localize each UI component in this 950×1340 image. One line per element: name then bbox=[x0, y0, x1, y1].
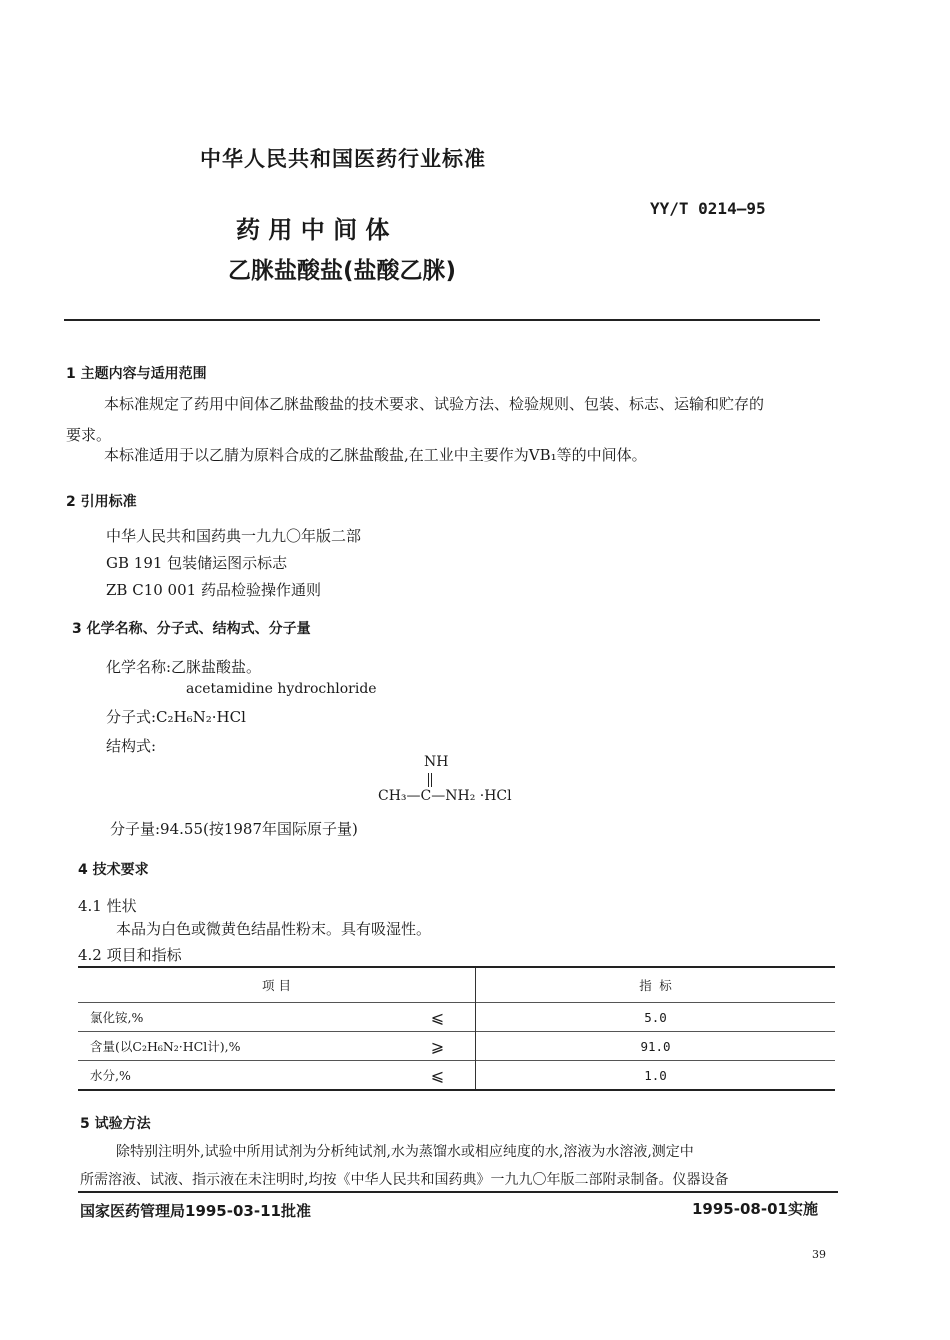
chemical-name: 化学名称:乙脒盐酸盐。 bbox=[106, 658, 262, 676]
reference-item: ZB C10 001 药品检验操作通则 bbox=[106, 581, 321, 599]
table-row bbox=[78, 1003, 835, 1032]
title-line-1: 药 用 中 间 体 bbox=[236, 216, 390, 244]
section-3-heading: 3 化学名称、分子式、结构式、分子量 bbox=[72, 621, 311, 637]
section-5-heading: 5 试验方法 bbox=[80, 1116, 151, 1132]
column-header-index: 指 标 bbox=[476, 967, 836, 1003]
standard-category: 中华人民共和国医药行业标准 bbox=[200, 147, 486, 171]
title-line-2: 乙脒盐酸盐(盐酸乙脒) bbox=[228, 258, 457, 284]
row-item: 氯化铵,% bbox=[78, 1003, 400, 1032]
double-bond-line bbox=[431, 773, 432, 787]
section-4-heading: 4 技术要求 bbox=[78, 862, 149, 878]
section-4-1-heading: 4.1 性状 bbox=[78, 897, 137, 915]
row-value: 91.0 bbox=[476, 1032, 836, 1061]
section-5-line1: 除特别注明外,试验中所用试剂为分析纯试剂,水为蒸馏水或相应纯度的水,溶液为水溶液,测定中 bbox=[116, 1144, 694, 1160]
row-value: 5.0 bbox=[476, 1003, 836, 1032]
row-operator: ⩽ bbox=[400, 1003, 476, 1032]
table-row bbox=[78, 1061, 835, 1091]
standard-code: YY/T 0214—95 bbox=[650, 199, 766, 218]
structure-chain: CH₃—C—NH₂ ·HCl bbox=[378, 788, 512, 804]
column-header-item: 项 目 bbox=[78, 967, 476, 1003]
double-bond-line bbox=[428, 773, 429, 787]
table-header-row bbox=[78, 967, 835, 1003]
structure-label: 结构式: bbox=[106, 737, 157, 755]
footer-divider bbox=[78, 1191, 838, 1193]
section-1-p1-line2: 要求。 bbox=[66, 426, 112, 444]
reference-item: 中华人民共和国药典一九九〇年版二部 bbox=[106, 527, 362, 545]
row-operator: ⩾ bbox=[400, 1032, 476, 1061]
approval-date: 国家医药管理局1995-03-11批准 bbox=[80, 1202, 311, 1220]
row-value: 1.0 bbox=[476, 1061, 836, 1091]
section-4-1-text: 本品为白色或微黄色结晶性粉末。具有吸湿性。 bbox=[116, 920, 432, 938]
section-5-line2: 所需溶液、试液、指示液在未注明时,均按《中华人民共和国药典》一九九〇年版二部附录制备。仪器设备 bbox=[80, 1172, 729, 1188]
structure-nh: NH bbox=[424, 754, 449, 770]
header-divider bbox=[64, 319, 820, 321]
english-name: acetamidine hydrochloride bbox=[186, 681, 377, 697]
row-item: 含量(以C₂H₆N₂·HCl计),% bbox=[78, 1032, 400, 1061]
reference-item: GB 191 包装储运图示标志 bbox=[106, 554, 288, 572]
section-1-p1-line1: 本标准规定了药用中间体乙脒盐酸盐的技术要求、试验方法、检验规则、包装、标志、运输和贮存的 bbox=[104, 395, 765, 413]
section-2-heading: 2 引用标准 bbox=[66, 494, 137, 510]
molecular-weight: 分子量:94.55(按1987年国际原子量) bbox=[110, 820, 358, 838]
table-row bbox=[78, 1032, 835, 1061]
specification-table bbox=[78, 966, 835, 1091]
section-1-heading: 1 主题内容与适用范围 bbox=[66, 366, 207, 382]
implementation-date: 1995-08-01实施 bbox=[692, 1200, 818, 1218]
section-1-p2: 本标准适用于以乙腈为原料合成的乙脒盐酸盐,在工业中主要作为VB₁等的中间体。 bbox=[104, 446, 647, 464]
row-item: 水分,% bbox=[78, 1061, 400, 1091]
row-operator: ⩽ bbox=[400, 1061, 476, 1091]
page-number: 39 bbox=[812, 1248, 826, 1261]
section-4-2-heading: 4.2 项目和指标 bbox=[78, 946, 182, 964]
molecular-formula: 分子式:C₂H₆N₂·HCl bbox=[106, 708, 246, 726]
